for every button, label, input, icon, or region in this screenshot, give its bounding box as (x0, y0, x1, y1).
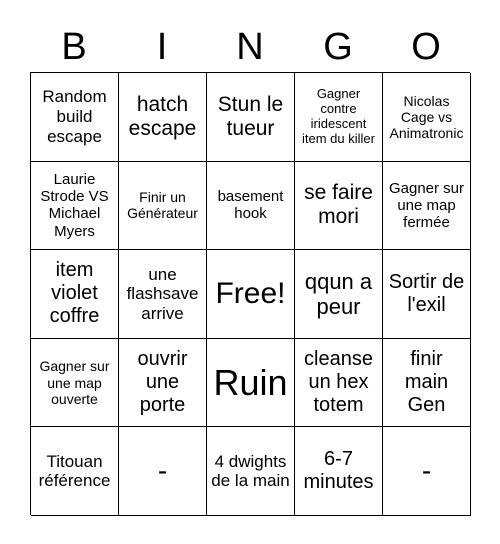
bingo-cell[interactable]: Gagner sur une map ouverte (31, 339, 119, 428)
bingo-cell[interactable]: - (383, 427, 471, 516)
bingo-cell[interactable]: Ruin (207, 339, 295, 428)
bingo-header (30, 22, 470, 72)
bingo-cell[interactable]: qqun a peur (295, 250, 383, 339)
free-space[interactable]: Free! (207, 250, 295, 339)
bingo-grid (30, 72, 470, 515)
bingo-cell[interactable]: se faire mori (295, 162, 383, 251)
bingo-cell[interactable]: Finir un Générateur (119, 162, 207, 251)
header-letter-o: O (411, 26, 441, 68)
bingo-cell[interactable]: Laurie Strode VS Michael Myers (31, 162, 119, 251)
bingo-cell[interactable]: basement hook (207, 162, 295, 251)
bingo-cell[interactable]: 4 dwights de la main (207, 427, 295, 516)
bingo-cell[interactable]: 6-7 minutes (295, 427, 383, 516)
bingo-cell[interactable]: une flashsave arrive (119, 250, 207, 339)
bingo-cell[interactable]: ouvrir une porte (119, 339, 207, 428)
header-letter-i: I (156, 26, 168, 68)
header-letter-n: N (236, 26, 264, 68)
bingo-cell[interactable]: Sortir de l'exil (383, 250, 471, 339)
bingo-cell[interactable]: Gagner contre iridescent item du killer (295, 73, 383, 162)
header-letter-g: G (323, 26, 353, 68)
bingo-cell[interactable]: - (119, 427, 207, 516)
bingo-cell[interactable]: finir main Gen (383, 339, 471, 428)
bingo-cell[interactable]: hatch escape (119, 73, 207, 162)
bingo-cell[interactable]: item violet coffre (31, 250, 119, 339)
bingo-cell[interactable]: Gagner sur une map fermée (383, 162, 471, 251)
bingo-cell[interactable]: cleanse un hex totem (295, 339, 383, 428)
bingo-cell[interactable]: Stun le tueur (207, 73, 295, 162)
bingo-cell[interactable]: Random build escape (31, 73, 119, 162)
bingo-cell[interactable]: Nicolas Cage vs Animatronic (383, 73, 471, 162)
bingo-cell[interactable]: Titouan référence (31, 427, 119, 516)
header-letter-b: B (61, 26, 87, 68)
